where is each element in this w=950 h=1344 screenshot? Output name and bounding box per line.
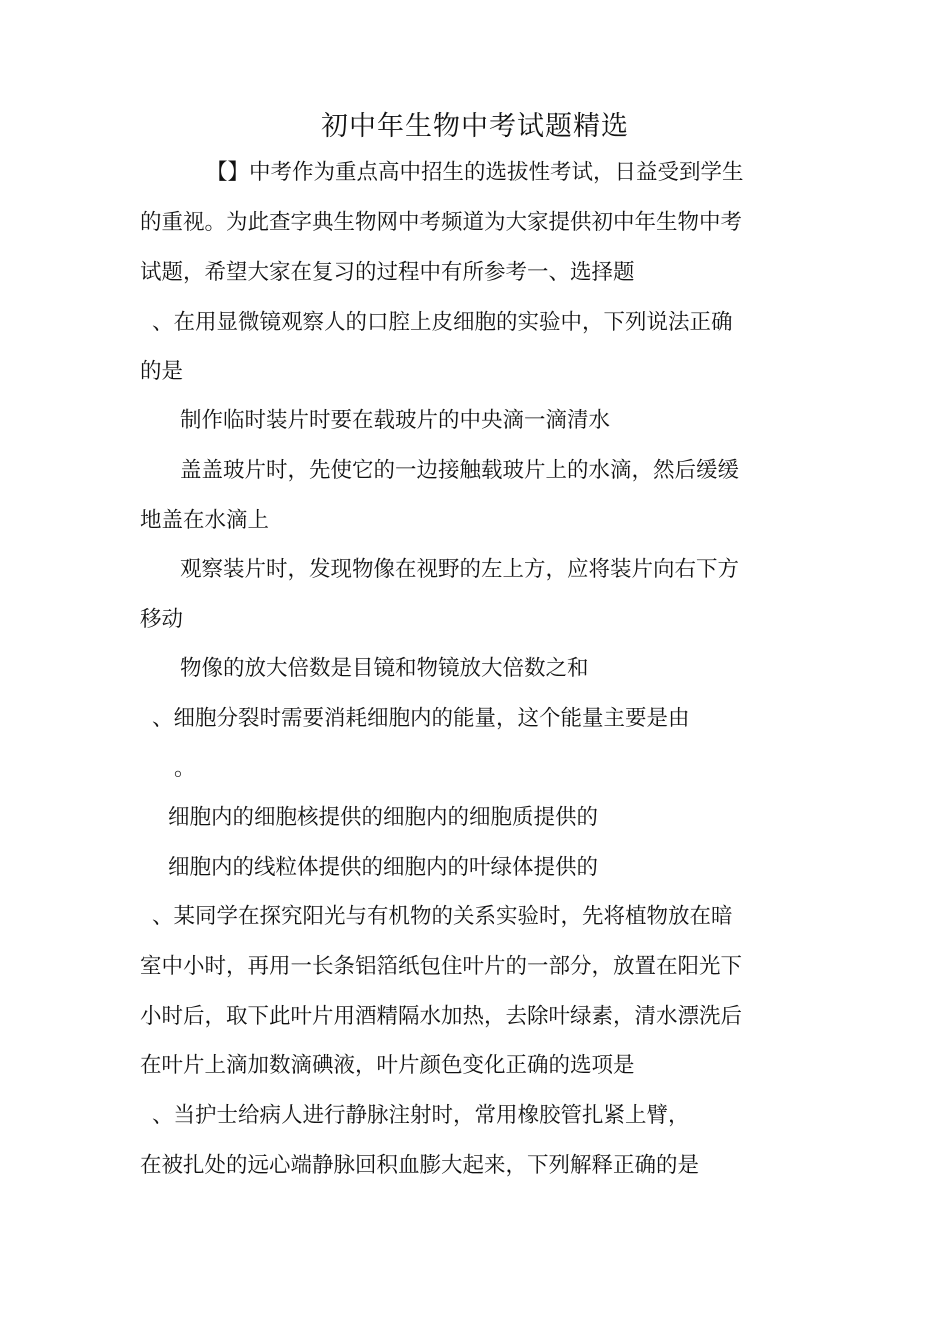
option-line: 细胞内的线粒体提供的细胞内的叶绿体提供的	[168, 855, 599, 880]
question-line: 、在用显微镜观察人的口腔上皮细胞的实验中，下列说法正确	[152, 310, 733, 335]
paragraph-line: 【】中考作为重点高中招生的选拔性考试，日益受到学生	[206, 160, 744, 185]
option-line: 盖盖玻片时，先使它的一边接触载玻片上的水滴，然后缓缓	[180, 458, 740, 483]
paragraph-line: 试题，希望大家在复习的过程中有所参考一、选择题	[140, 260, 635, 285]
paragraph-line: 地盖在水滴上	[140, 508, 270, 533]
paragraph-line: 在叶片上滴加数滴碘液，叶片颜色变化正确的选项是	[140, 1053, 635, 1078]
paragraph-line: 小时后，取下此叶片用酒精隔水加热，去除叶绿素，清水漂洗后	[140, 1004, 743, 1029]
paragraph-line: 室中小时，再用一长条铝箔纸包住叶片的一部分，放置在阳光下	[140, 954, 743, 979]
question-line: 、当护士给病人进行静脉注射时，常用橡胶管扎紧上臂，	[152, 1103, 690, 1128]
option-line: 制作临时装片时要在载玻片的中央滴一滴清水	[180, 408, 611, 433]
question-line: 、某同学在探究阳光与有机物的关系实验时，先将植物放在暗	[152, 904, 733, 929]
paragraph-line: 在被扎处的远心端静脉回积血膨大起来，下列解释正确的是	[140, 1153, 700, 1178]
option-line: 细胞内的细胞核提供的细胞内的细胞质提供的	[168, 805, 599, 830]
paragraph-line: 的是	[140, 359, 184, 384]
question-line: 、细胞分裂时需要消耗细胞内的能量，这个能量主要是由	[152, 706, 690, 731]
paragraph-line: 的重视。为此查字典生物网中考频道为大家提供初中年生物中考	[140, 210, 743, 235]
option-line: 物像的放大倍数是目镜和物镜放大倍数之和	[180, 656, 589, 681]
option-line: 观察装片时，发现物像在视野的左上方，应将装片向右下方	[180, 557, 740, 582]
paragraph-line: 移动	[140, 607, 184, 632]
paragraph-line: 。	[174, 756, 196, 781]
document-title: 初中年生物中考试题精选	[321, 111, 629, 142]
